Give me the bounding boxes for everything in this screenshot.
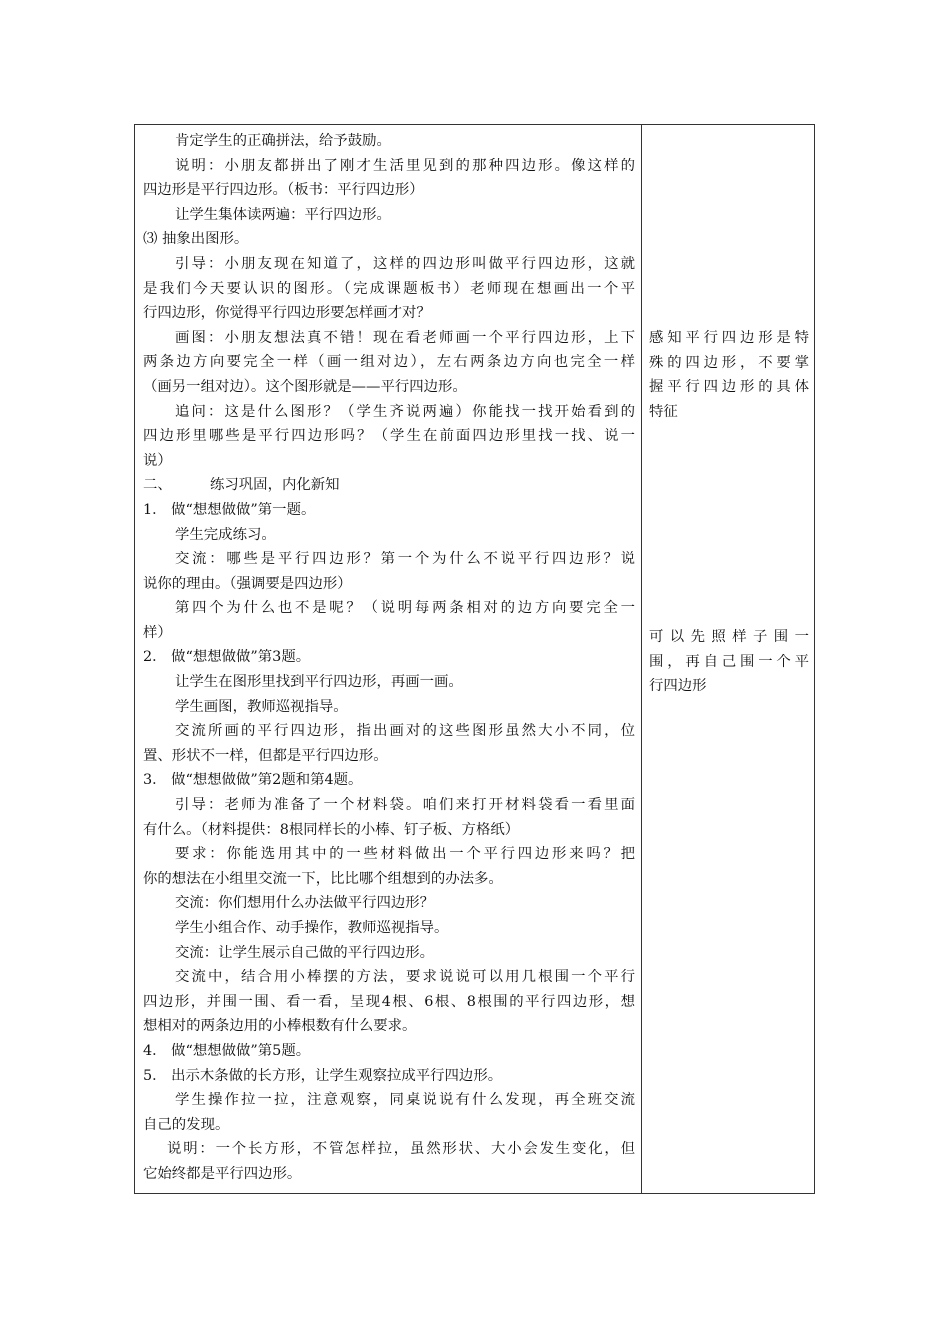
note-line: 行四边形: [649, 678, 707, 695]
text-line: 它始终都是平行四边形。: [143, 1165, 302, 1182]
text-line: 肯定学生的正确拼法，给予鼓励。: [175, 133, 391, 149]
text-line: 两条边方向要完全一样（画一组对边），左右两条边方向也完全一样: [143, 354, 635, 371]
procedure-column: [143, 129, 635, 1187]
note-line: 可以先照样子围一: [649, 629, 809, 645]
text-line: 3． 做“想想做做”第2题和第4题。: [143, 772, 363, 789]
section-title: 练习巩固，内化新知: [210, 477, 340, 494]
design-note-2: [649, 625, 809, 699]
column-divider: [641, 125, 642, 1193]
design-note-1: [649, 326, 809, 424]
note-line: 感知平行四边形是特: [649, 330, 809, 346]
text-line: 四边形里哪些是平行四边形吗？（学生在前面四边形里找一找、说一: [143, 428, 635, 445]
text-line: 要求：你能选用其中的一些材料做出一个平行四边形来吗？把: [175, 846, 635, 863]
text-line: （画另一组对边）。这个图形就是——平行四边形。: [143, 378, 467, 395]
note-line: 握平行四边形的具体: [649, 379, 809, 396]
text-line: 想相对的两条边用的小棒根数有什么要求。: [143, 1018, 417, 1035]
text-line: 5． 出示木条做的长方形，让学生观察拉成平行四边形。: [143, 1067, 503, 1084]
text-line: 有什么。（材料提供：8根同样长的小棒、钉子板、方格纸）: [143, 821, 520, 838]
text-line: 交流：哪些是平行四边形？第一个为什么不说平行四边形？说: [175, 551, 635, 568]
lesson-table: [134, 124, 815, 1194]
text-line: 交流中，结合用小棒摆的方法，要求说说可以用几根围一个平行: [175, 969, 635, 986]
text-line: 四边形，并围一围、看一看，呈现4根、6根、8根围的平行四边形，想: [143, 993, 635, 1010]
text-line: 1． 做“想想做做”第一题。: [143, 501, 316, 518]
text-line: 说明：一个长方形，不管怎样拉，虽然形状、大小会发生变化，但: [167, 1141, 635, 1158]
text-line: 说你的理由。（强调要是四边形）: [143, 575, 352, 592]
text-line: 追问：这是什么图形？（学生齐说两遍）你能找一找开始看到的: [175, 403, 635, 420]
text-line: 画图：小朋友想法真不错！现在看老师画一个平行四边形，上下: [175, 329, 635, 346]
text-line: 你的想法在小组里交流一下，比比哪个组想到的办法多。: [143, 870, 503, 887]
text-line: 学生画图，教师巡视指导。: [175, 698, 348, 715]
text-line: 学生完成练习。: [175, 526, 276, 543]
text-line: 置、形状不一样，但都是平行四边形。: [143, 747, 388, 764]
text-line: 引导：小朋友现在知道了，这样的四边形叫做平行四边形，这就: [175, 255, 635, 272]
note-line: 围，再自己围一个平: [649, 653, 809, 670]
text-line: 交流：让学生展示自己做的平行四边形。: [175, 944, 435, 961]
text-line: 2． 做“想想做做”第3题。: [143, 649, 311, 666]
text-line: 样）: [143, 624, 172, 641]
text-line: 四边形是平行四边形。（板书：平行四边形）: [143, 182, 424, 199]
text-line: 说）: [143, 452, 172, 469]
note-line: 特征: [649, 403, 678, 420]
text-line: 引导：老师为准备了一个材料袋。咱们来打开材料袋看一看里面: [175, 797, 635, 814]
text-line: 第四个为什么也不是呢？（说明每两条相对的边方向要完全一: [175, 600, 635, 617]
text-line: 行四边形，你觉得平行四边形要怎样画才对？: [143, 305, 431, 322]
text-line: 让学生集体读两遍：平行四边形。: [175, 206, 391, 223]
text-line: 4． 做“想想做做”第5题。: [143, 1042, 311, 1059]
text-line: 自己的发现。: [143, 1116, 230, 1133]
text-line: 是我们今天要认识的图形。（完成课题板书）老师现在想画出一个平: [143, 280, 635, 297]
text-line: 说明：小朋友都拼出了刚才生活里见到的那种四边形。像这样的: [175, 157, 635, 174]
note-line: 殊的四边形，不要掌: [649, 354, 809, 371]
section-number: 二、: [143, 477, 172, 494]
text-line: 交流：你们想用什么办法做平行四边形？: [175, 895, 435, 912]
text-line: 学生小组合作、动手操作，教师巡视指导。: [175, 920, 449, 936]
text-line: 交流所画的平行四边形，指出画对的这些图形虽然大小不同，位: [175, 723, 635, 740]
text-line: ⑶ 抽象出图形。: [143, 231, 249, 248]
text-line: 让学生在图形里找到平行四边形，再画一画。: [175, 674, 463, 691]
section-heading: [143, 473, 635, 498]
text-line: 学生操作拉一拉，注意观察，同桌说说有什么发现，再全班交流: [175, 1092, 635, 1109]
